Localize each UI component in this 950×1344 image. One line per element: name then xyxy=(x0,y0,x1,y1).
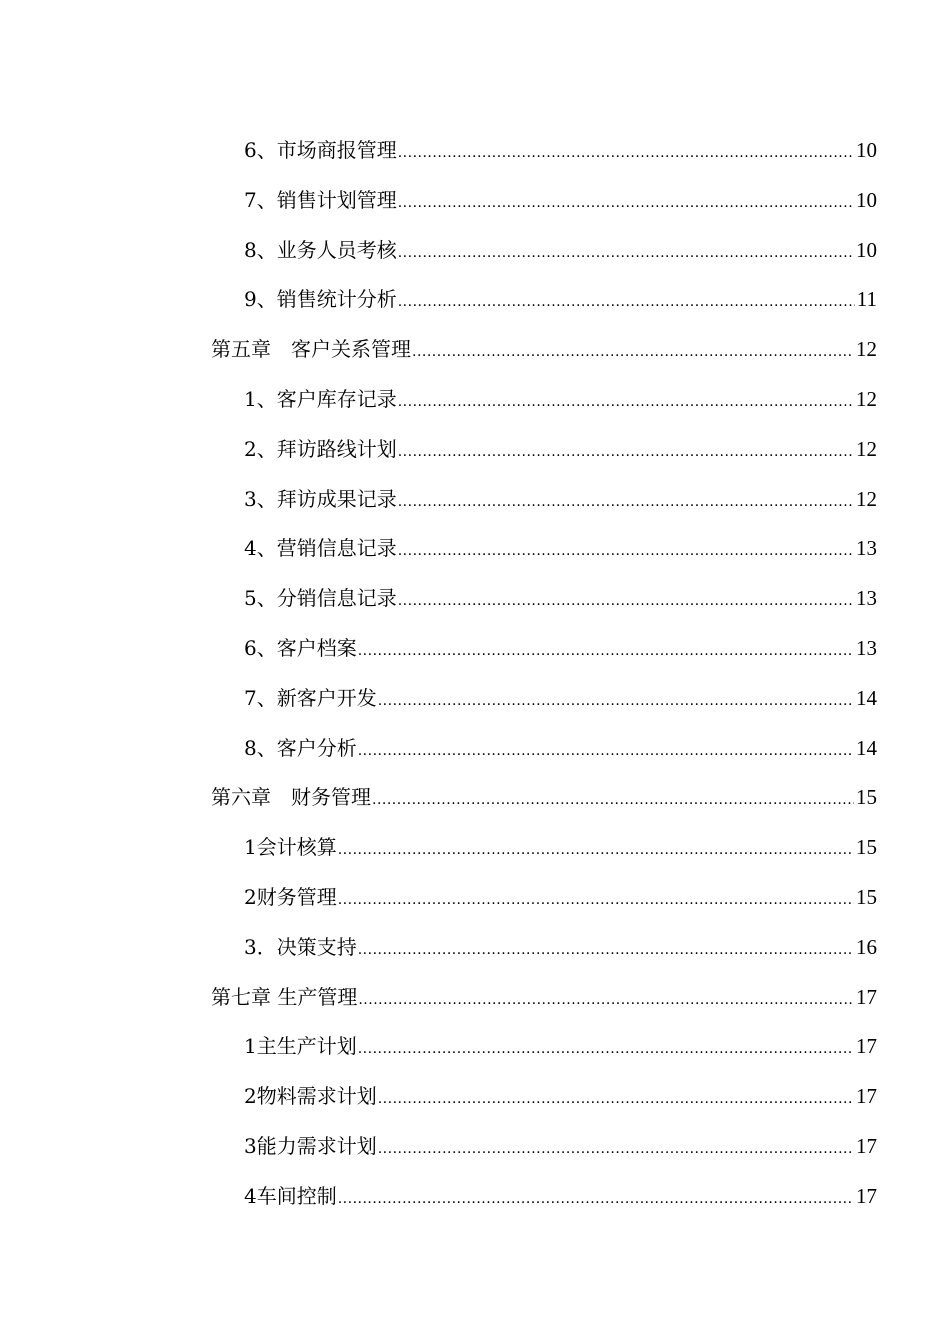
toc-entry-label: 9、销售统计分析 xyxy=(244,287,397,312)
toc-entry[interactable] xyxy=(211,724,877,774)
toc-page-number: 16 xyxy=(856,934,877,959)
toc-page-number: 10 xyxy=(856,237,877,262)
toc-dot-leader xyxy=(398,577,854,627)
toc-entry[interactable] xyxy=(211,524,877,574)
toc-page-number: 11 xyxy=(856,287,877,312)
toc-chapter-entry[interactable] xyxy=(211,773,877,823)
toc-entry[interactable] xyxy=(211,126,877,176)
toc-entry-label: 6、客户档案 xyxy=(244,635,357,660)
toc-entry-label: 6、市场商报管理 xyxy=(244,138,397,162)
toc-entry[interactable] xyxy=(211,923,877,973)
toc-dot-leader xyxy=(398,527,854,577)
toc-entry[interactable] xyxy=(211,1122,877,1172)
toc-entry[interactable] xyxy=(211,475,877,525)
toc-page-number: 15 xyxy=(856,835,877,860)
toc-page-number: 13 xyxy=(856,536,877,561)
toc-entry[interactable] xyxy=(211,574,877,624)
toc-entry[interactable] xyxy=(211,176,877,226)
toc-page-number: 17 xyxy=(856,984,877,1009)
toc-entry-label: 2物料需求计划 xyxy=(244,1084,377,1109)
toc-page-number: 12 xyxy=(856,486,877,511)
toc-entry-label: 8、业务人员考核 xyxy=(244,237,397,262)
toc-entry[interactable] xyxy=(211,1022,877,1072)
table-of-contents xyxy=(211,126,877,1222)
toc-dot-leader xyxy=(398,378,854,428)
toc-page-number: 14 xyxy=(856,735,877,760)
toc-entry-label: 3、拜访成果记录 xyxy=(244,486,397,511)
toc-chapter-label: 第七章 生产管理 xyxy=(211,984,358,1009)
toc-dot-leader xyxy=(358,727,854,777)
toc-entry-label: 7、新客户开发 xyxy=(244,685,377,710)
toc-entry[interactable] xyxy=(211,226,877,276)
toc-chapter-label: 第六章 财务管理 xyxy=(211,785,371,810)
toc-page-number: 14 xyxy=(856,685,877,710)
toc-dot-leader xyxy=(398,179,854,229)
toc-dot-leader xyxy=(338,1175,854,1225)
toc-dot-leader xyxy=(378,677,854,727)
toc-dot-leader xyxy=(398,278,855,328)
toc-entry[interactable] xyxy=(211,823,877,873)
toc-entry-label: 7、销售计划管理 xyxy=(244,187,397,212)
toc-chapter-entry[interactable] xyxy=(211,973,877,1023)
toc-entry[interactable] xyxy=(211,624,877,674)
toc-dot-leader xyxy=(398,229,854,279)
toc-entry[interactable] xyxy=(211,425,877,475)
toc-entry-label: 2、拜访路线计划 xyxy=(244,436,397,461)
toc-dot-leader xyxy=(372,776,854,826)
toc-page-number: 17 xyxy=(856,1034,877,1059)
toc-entry[interactable] xyxy=(211,674,877,724)
toc-page-number: 13 xyxy=(856,586,877,611)
toc-dot-leader xyxy=(378,1125,854,1175)
toc-dot-leader xyxy=(358,1025,854,1075)
toc-page-number: 10 xyxy=(856,138,877,162)
toc-dot-leader xyxy=(338,876,854,926)
toc-dot-leader xyxy=(412,328,854,378)
toc-dot-leader xyxy=(338,826,854,876)
toc-page-number: 13 xyxy=(856,635,877,660)
toc-dot-leader xyxy=(358,627,854,677)
toc-dot-leader xyxy=(398,428,854,478)
toc-entry-label: 1主生产计划 xyxy=(244,1034,357,1059)
toc-page-number: 12 xyxy=(856,386,877,411)
toc-page-number: 15 xyxy=(856,884,877,909)
toc-entry[interactable] xyxy=(211,873,877,923)
toc-entry[interactable] xyxy=(211,275,877,325)
toc-dot-leader xyxy=(398,129,854,179)
toc-entry[interactable] xyxy=(211,375,877,425)
toc-entry-label: 3．决策支持 xyxy=(244,934,357,959)
toc-page-number: 12 xyxy=(856,436,877,461)
toc-entry-label: 4、营销信息记录 xyxy=(244,536,397,561)
toc-dot-leader xyxy=(378,1075,854,1125)
toc-page-number: 10 xyxy=(856,187,877,212)
toc-page-number: 17 xyxy=(856,1084,877,1109)
toc-entry-label: 2财务管理 xyxy=(244,884,337,909)
toc-page-number: 15 xyxy=(856,785,877,810)
toc-entry-label: 3能力需求计划 xyxy=(244,1133,377,1158)
toc-dot-leader xyxy=(358,976,854,1026)
toc-chapter-label: 第五章 客户关系管理 xyxy=(211,337,411,362)
toc-page-number: 12 xyxy=(856,337,877,362)
toc-dot-leader xyxy=(398,478,854,528)
toc-page-number: 17 xyxy=(856,1133,877,1158)
toc-entry-label: 8、客户分析 xyxy=(244,735,357,760)
toc-entry-label: 5、分销信息记录 xyxy=(244,586,397,611)
toc-chapter-entry[interactable] xyxy=(211,325,877,375)
toc-entry-label: 1、客户库存记录 xyxy=(244,386,397,411)
toc-entry-label: 1会计核算 xyxy=(244,835,337,860)
toc-dot-leader xyxy=(358,926,854,976)
toc-entry[interactable] xyxy=(211,1172,877,1222)
toc-entry-label: 4车间控制 xyxy=(244,1183,337,1208)
toc-page-number: 17 xyxy=(856,1183,877,1208)
toc-entry[interactable] xyxy=(211,1072,877,1122)
